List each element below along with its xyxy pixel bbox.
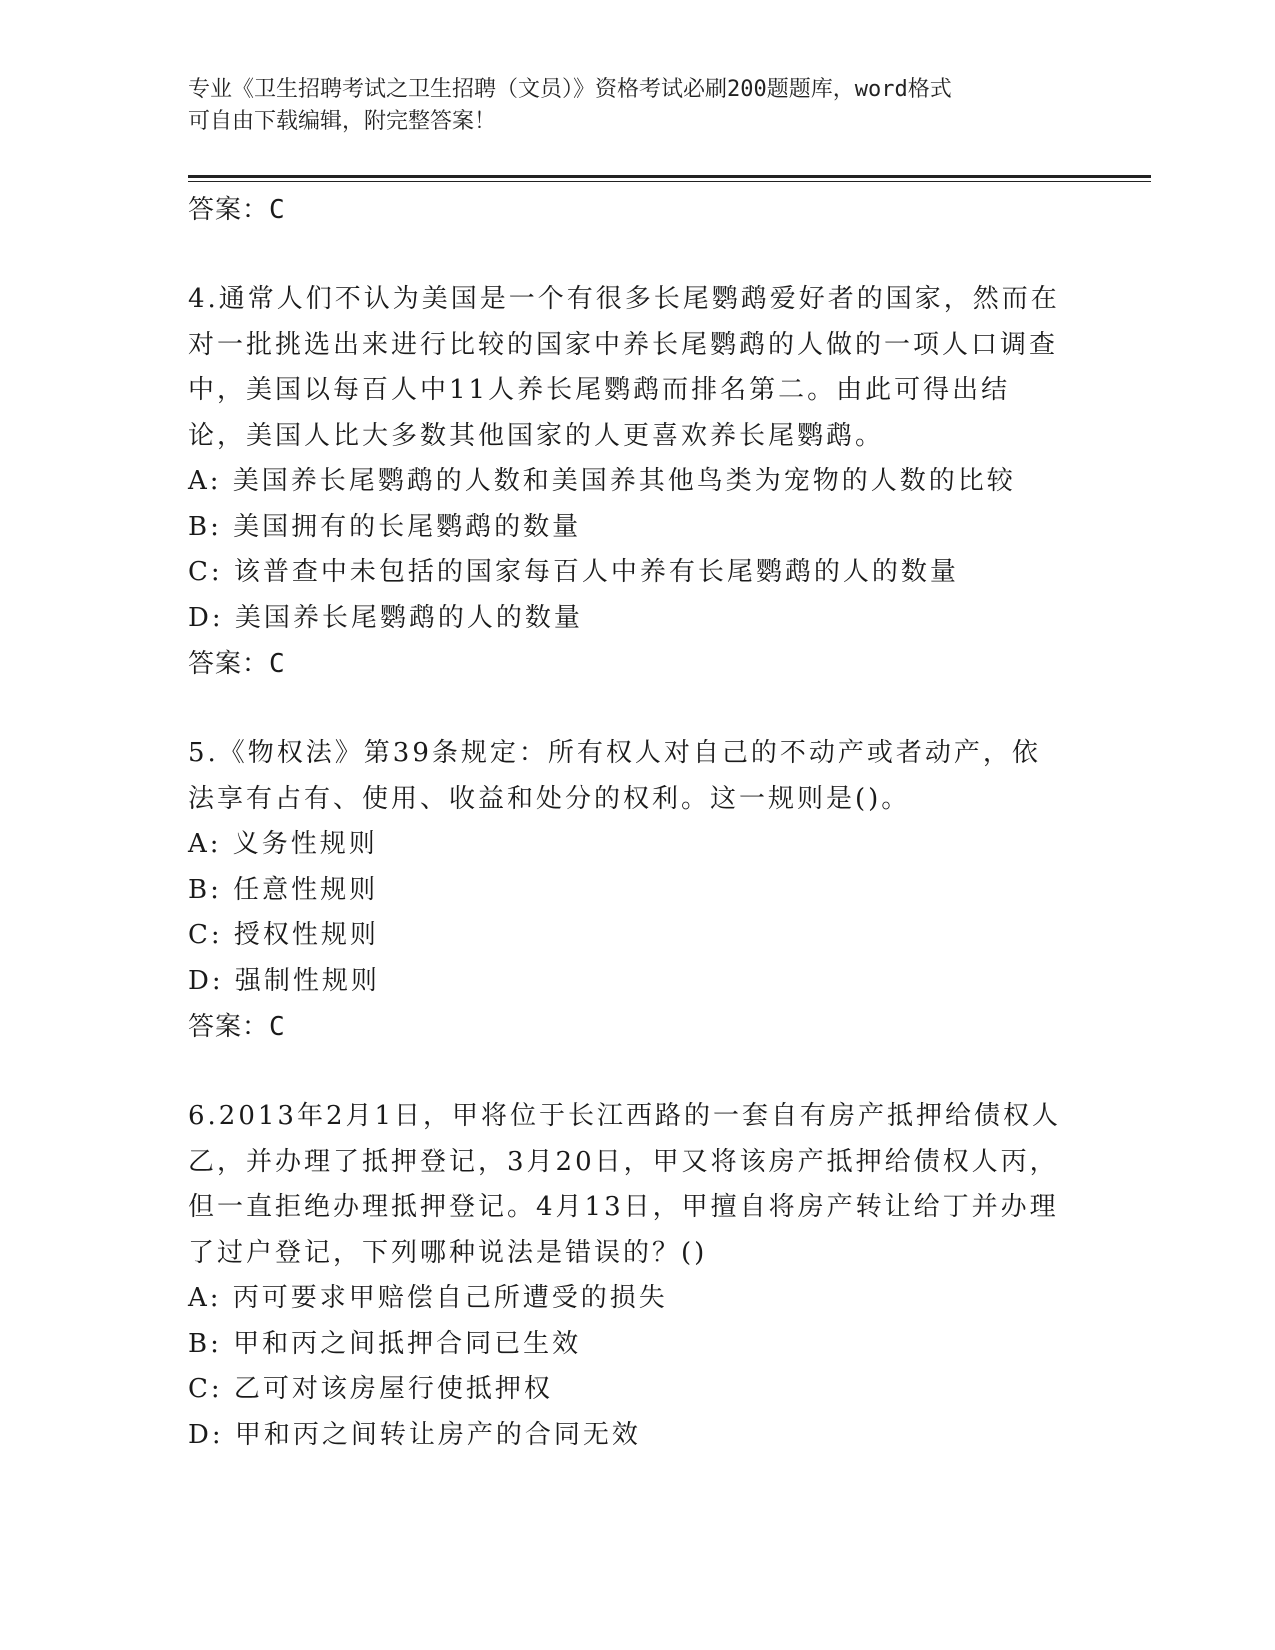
spacer xyxy=(188,687,1068,731)
question-block-4 xyxy=(188,277,1068,687)
option-a: A: 丙可要求甲赔偿自己所遭受的损失 xyxy=(188,1283,668,1313)
option-d: D: 强制性规则 xyxy=(188,965,380,996)
option-b: B: 美国拥有的长尾鹦鹉的数量 xyxy=(188,511,582,542)
option-c: C: 乙可对该房屋行使抵押权 xyxy=(188,1374,553,1404)
question-block-6 xyxy=(188,1094,1068,1458)
question-block-5 xyxy=(188,731,1068,1050)
header-line-2: 可自由下载编辑，附完整答案！ xyxy=(188,109,497,134)
option-b: B: 甲和丙之间抵押合同已生效 xyxy=(188,1328,582,1359)
question-content xyxy=(188,187,1068,1458)
header-divider-thin xyxy=(188,181,1151,182)
option-d: D: 美国养长尾鹦鹉的人的数量 xyxy=(188,602,583,633)
answer-line: 答案：C xyxy=(188,1012,286,1042)
answer-line: 答案：C xyxy=(188,649,286,679)
option-d: D: 甲和丙之间转让房产的合同无效 xyxy=(188,1419,641,1450)
header-line-1: 专业《卫生招聘考试之卫生招聘（文员）》资格考试必刷200题题库，word格式 xyxy=(188,77,952,102)
option-c: C: 授权性规则 xyxy=(188,920,379,950)
option-a: A: 美国养长尾鹦鹉的人数和美国养其他鸟类为宠物的人数的比较 xyxy=(188,466,1016,496)
question-stem: 5.《物权法》第39条规定：所有权人对自己的不动产或者动产，依法享有占有、使用、收益和处分的权利。这一规则是()。 xyxy=(188,738,1041,814)
answer-line: 答案：C xyxy=(188,195,286,225)
question-stem: 6.2013年2月1日，甲将位于长江西路的一套自有房产抵押给债权人乙，并办理了抵押登记，3月20日，甲又将该房产抵押给债权人丙，但一直拒绝办理抵押登记。4月13日，甲擅自将房产转让给丁并办理了过户登记，下列哪种说法是错误的？() xyxy=(188,1101,1062,1268)
spacer xyxy=(188,1050,1068,1094)
option-a: A: 义务性规则 xyxy=(188,829,378,859)
option-b: B: 任意性规则 xyxy=(188,874,379,905)
header-divider-thick xyxy=(188,175,1151,178)
question-stem: 4.通常人们不认为美国是一个有很多长尾鹦鹉爱好者的国家，然而在对一批挑选出来进行比较的国家中养长尾鹦鹉的人做的一项人口调查中，美国以每百人中11人养长尾鹦鹉而排名第二。由此可得出结论，美国人比大多数其他国家的人更喜欢养长尾鹦鹉。 xyxy=(188,284,1060,451)
spacer xyxy=(188,233,1068,277)
option-c: C: 该普查中未包括的国家每百人中养有长尾鹦鹉的人的数量 xyxy=(188,557,959,587)
document-header xyxy=(188,74,1068,138)
